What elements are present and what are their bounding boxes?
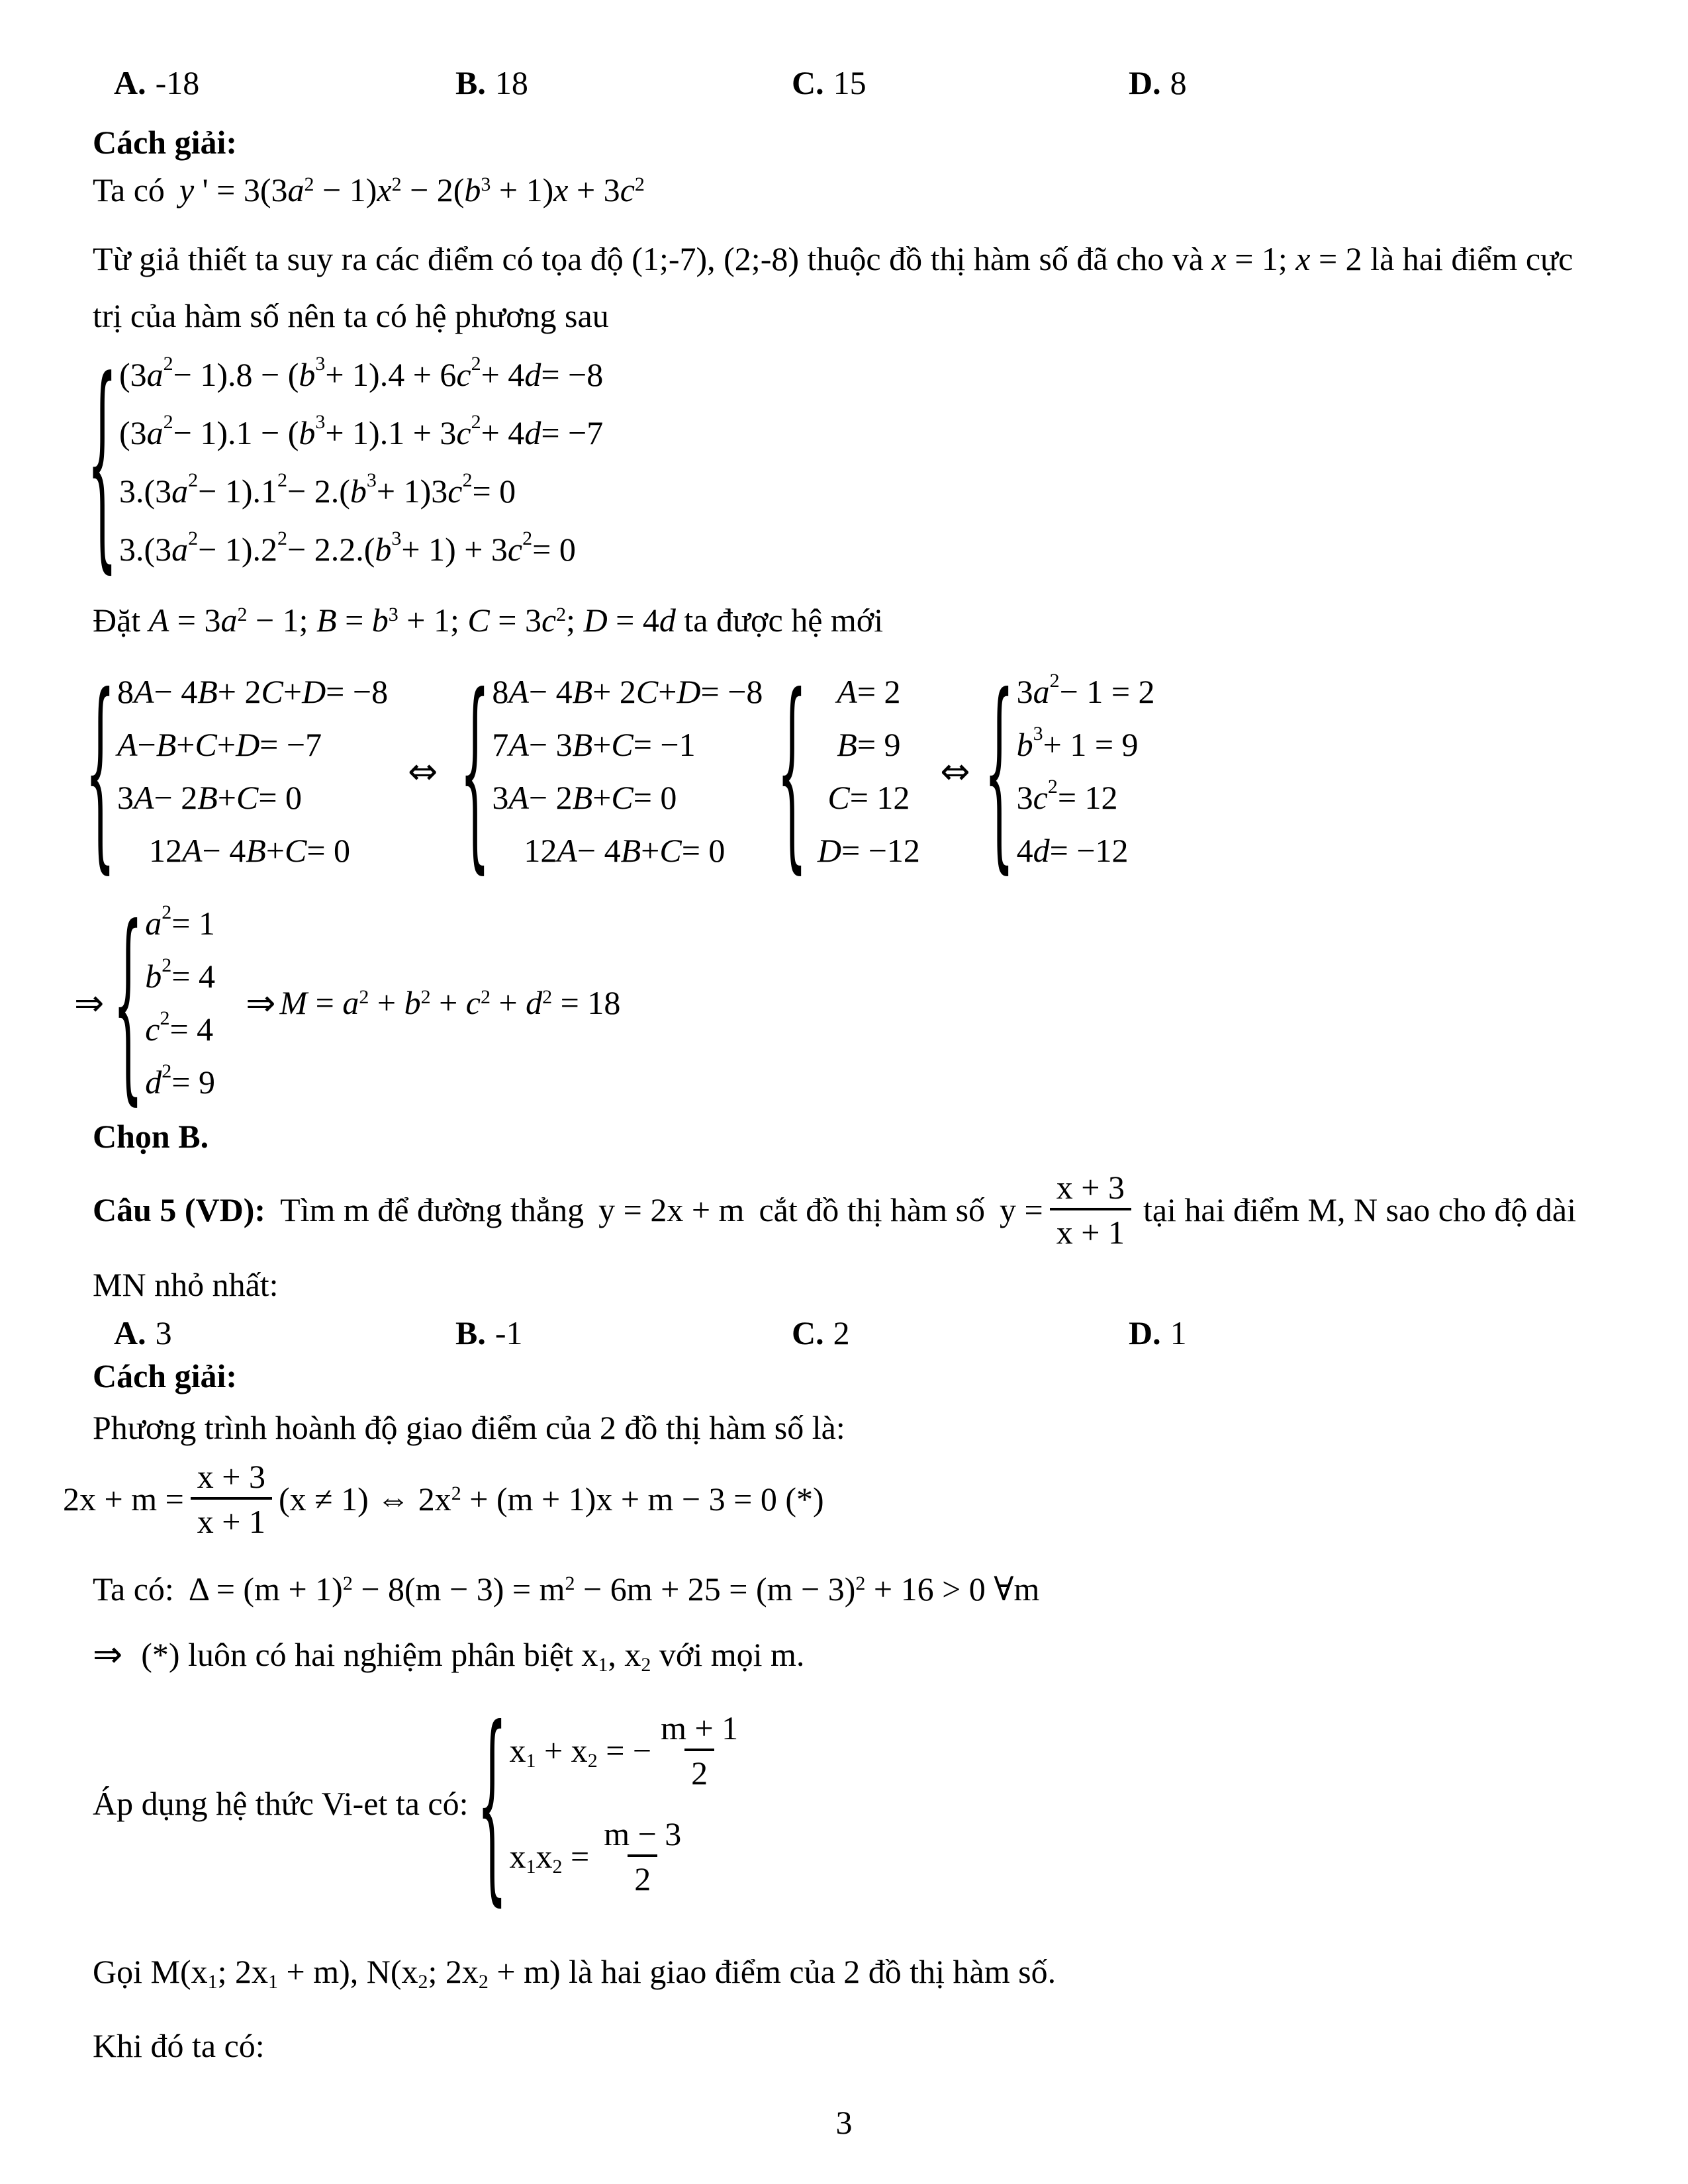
- q4-substitution-line: Đặt $A = 3a^2 - 1$; $B = b^3 + 1$; $C = 3c^2$; D = 4d ta được hệ mới: [93, 602, 884, 639]
- q5-delta-prefix: Ta có:: [93, 1570, 174, 1608]
- q5-fraction-lead: y =: [1000, 1191, 1043, 1228]
- q5-intersection-line: Phương trình hoành độ giao điểm của 2 đồ thị hàm số là:: [93, 1409, 845, 1446]
- q4-system-squares-lines: [145, 897, 244, 1109]
- q4-derivative-line: [93, 171, 645, 209]
- q4-paragraph-line2: trị của hàm số nên ta có hệ phương sau: [93, 297, 609, 334]
- q4-choice: Chọn B.: [93, 1118, 209, 1155]
- equation-line: (3 a $^2$ − 1).1 − ( b $^3$ + 1).1 + 3 c $^2$ + 4 d = −7: [119, 410, 604, 451]
- q4-answer-c-value: 15: [833, 64, 867, 101]
- q5-answer-option-d: [1129, 1314, 1187, 1352]
- q4-answer-a-label: A.: [114, 64, 146, 101]
- q4-answer-a-value: -18: [155, 64, 200, 101]
- q4-system-original: [85, 345, 603, 578]
- q4-system-abcd-1: [83, 665, 388, 877]
- q5-viet-block: [93, 1691, 747, 1916]
- equation-line: b $^3$ + 1 = 9: [1016, 722, 1139, 763]
- equation-line: d $^2$ = 9: [145, 1060, 215, 1101]
- q5-then-line: Khi đó ta có:: [93, 2027, 265, 2064]
- left-brace: [475, 1760, 509, 1846]
- equation-line: c $^2$ = 4: [145, 1007, 214, 1048]
- implies-arrow: ⇒: [246, 981, 276, 1024]
- q5-answer-option-c: [792, 1314, 850, 1352]
- q5-delta-formula: $\Delta = (m + 1)^2 - 8(m - 3) = m^2 - 6m + 25 = (m - 3)^2 + 16 > 0$ ∀m: [188, 1570, 1040, 1608]
- fraction-denominator: x + 1: [191, 1497, 272, 1538]
- fraction-denominator: 2: [628, 1854, 657, 1895]
- equation-line: 3 a $^2$ − 1 = 2: [1016, 669, 1155, 710]
- q5-eq-star-lhs: 2x + m =: [63, 1480, 184, 1518]
- fraction-numerator: m + 1: [661, 1709, 739, 1747]
- q5-roots-line: [93, 1633, 804, 1675]
- equation-line: (3 a $^2$ − 1).8 − ( b $^3$ + 1).4 + 6 c $^2$ + 4 d = −8: [119, 352, 604, 393]
- q4-solution-heading: Cách giải:: [93, 124, 238, 161]
- q5-answer-d-value: 1: [1170, 1314, 1187, 1351]
- q5-delta-line: [93, 1570, 1039, 1608]
- equivalence-arrow: ⇔: [940, 750, 970, 792]
- q4-implies-block: [74, 897, 620, 1109]
- q5-answer-option-b: [455, 1314, 523, 1352]
- q5-question-part1: Tìm m để đường thẳng: [280, 1191, 585, 1228]
- left-brace: [85, 419, 119, 505]
- q5-roots-text: (*) luôn có hai nghiệm phân biệt $x_1$, $x_2$ với mọi m.: [141, 1635, 805, 1676]
- equation-line: 3 c $^2$ = 12: [1016, 775, 1118, 816]
- equation-line: 8 A − 4 B + 2 C + D = −8: [492, 673, 763, 710]
- equation-line: D = −12: [817, 832, 920, 869]
- q4-answer-b-label: B.: [455, 64, 486, 101]
- q5-question-formula1: y = 2x + m: [598, 1191, 745, 1228]
- q5-solution-heading: Cách giải:: [93, 1357, 238, 1394]
- q5-question-part3: tại hai điểm M, N sao cho độ dài: [1143, 1191, 1576, 1228]
- q4-answer-c-label: C.: [792, 64, 824, 101]
- left-brace: [982, 728, 1017, 814]
- q4-answer-d-value: 8: [1170, 64, 1187, 101]
- q4-system-abcd-2: [457, 665, 763, 877]
- equation-line: 12 A − 4 B + C = 0: [149, 832, 351, 869]
- q4-system-abcd-values-lines: [809, 665, 928, 877]
- left-brace: [111, 960, 145, 1046]
- q5-viet-equations: [509, 1711, 747, 1895]
- q4-answer-option-d: [1129, 64, 1187, 102]
- equivalence-arrow: ⇔: [408, 750, 438, 792]
- q5-question-line2: MN nhỏ nhất:: [93, 1266, 279, 1303]
- equation-line: 3.(3 a $^2$ − 1).1 $^2$ − 2.( b $^3$ + 1)3 c $^2$ = 0: [119, 469, 516, 510]
- q5-answer-a-label: A.: [114, 1314, 146, 1351]
- q4-answer-option-b: [455, 64, 528, 102]
- q4-system-back-subst: [982, 665, 1155, 877]
- q5-answer-c-label: C.: [792, 1314, 824, 1351]
- equation-line: 3.(3 a $^2$ − 1).2 $^2$ − 2.2.( b $^3$ + 1) + 3 c $^2$ = 0: [119, 527, 576, 568]
- q4-systems-row: [83, 665, 1155, 877]
- q4-answer-option-a: [114, 64, 199, 102]
- q4-conclusion-formula: $M = a^2 + b^2 + c^2 + d^2 = 18$: [279, 984, 621, 1021]
- fraction-denominator: 2: [684, 1749, 714, 1790]
- q5-viet-eq1: [509, 1711, 747, 1790]
- equation-line: 3 A − 2 B + C = 0: [492, 779, 677, 816]
- left-brace: [774, 728, 809, 814]
- equation-line: B = 9: [837, 726, 901, 763]
- q4-system-abcd-1-lines: [117, 665, 388, 877]
- left-brace: [83, 728, 117, 814]
- q5-eq-star-rhs: (x ≠ 1) ⇔ $2x^2 + (m + 1)x + m - 3 = 0$ (*): [279, 1480, 824, 1518]
- q4-system-original-lines: [119, 345, 603, 578]
- q5-label: Câu 5 (VD):: [93, 1191, 266, 1228]
- fraction-denominator: x + 1: [1050, 1208, 1131, 1249]
- q4-paragraph-line1: Từ giả thiết ta suy ra các điểm có tọa độ (1;-7), (2;-8) thuộc đồ thị hàm số đã cho và x = 1; x = 2 là hai điểm cực: [93, 240, 1573, 277]
- equation-line: C = 12: [827, 779, 910, 816]
- q5-viet-eq1-lhs: $x_1 + x_2$ = −: [509, 1732, 652, 1772]
- implies-arrow: ⇒: [74, 981, 105, 1024]
- q5-viet-label: Áp dụng hệ thức Vi-et ta có:: [93, 1785, 469, 1822]
- q5-question-part2: cắt đồ thị hàm số: [759, 1191, 986, 1228]
- q5-answer-option-a: [114, 1314, 172, 1352]
- q5-equation-star: [63, 1459, 824, 1539]
- equation-line: A = 2: [837, 673, 901, 710]
- q5-answer-d-label: D.: [1129, 1314, 1161, 1351]
- q5-question-line1: [93, 1163, 1576, 1256]
- q4-answer-d-label: D.: [1129, 64, 1161, 101]
- q5-viet-eq1-fraction: [654, 1711, 745, 1790]
- equation-line: b $^2$ = 4: [145, 954, 215, 995]
- q4-answer-option-c: [792, 64, 867, 102]
- q4-derivative-prefix: Ta có: [93, 171, 165, 208]
- implies-arrow: ⇒: [93, 1633, 123, 1675]
- q5-viet-eq2: [509, 1817, 747, 1895]
- q5-viet-eq2-fraction: [597, 1817, 688, 1895]
- equation-line: 7 A − 3 B + C = −1: [492, 726, 696, 763]
- q5-answer-c-value: 2: [833, 1314, 850, 1351]
- page-number: 3: [835, 2104, 853, 2141]
- q5-question-fraction: [1050, 1171, 1131, 1249]
- equation-line: A − B + C + D = −7: [117, 726, 322, 763]
- q5-points-line: Gọi $M(x_1$; $2x_1 + m$), $N(x_2$; $2x_2 + m$) là hai giao điểm của 2 đồ thị hàm số.: [93, 1953, 1056, 1993]
- q5-answer-a-value: 3: [155, 1314, 172, 1351]
- q5-eq-star-fraction: [191, 1460, 272, 1538]
- left-brace: [457, 728, 492, 814]
- q4-system-abcd-2-lines: [492, 665, 763, 877]
- fraction-numerator: m − 3: [604, 1815, 682, 1852]
- fraction-numerator: x + 3: [1056, 1169, 1125, 1206]
- q4-system-abcd-values: [774, 665, 928, 877]
- q5-viet-eq2-lhs: $x_1x_2$ =: [509, 1838, 590, 1878]
- fraction-numerator: x + 3: [197, 1458, 265, 1495]
- q5-answer-b-label: B.: [455, 1314, 486, 1351]
- q5-answer-b-value: -1: [494, 1314, 523, 1351]
- equation-line: 3 A − 2 B + C = 0: [117, 779, 303, 816]
- equation-line: 4 d = −12: [1016, 832, 1129, 869]
- q4-derivative-formula: y ' = $3(3a^2 - 1)x^2 - 2(b^3 + 1)x + 3c^2$: [179, 171, 645, 208]
- equation-line: a $^2$ = 1: [145, 901, 215, 942]
- q4-system-squares: [111, 897, 244, 1109]
- equation-line: 8 A − 4 B + 2 C + D = −8: [117, 673, 389, 710]
- q4-answer-b-value: 18: [494, 64, 528, 101]
- equation-line: 12 A − 4 B + C = 0: [524, 832, 726, 869]
- q4-system-back-subst-lines: [1017, 665, 1155, 877]
